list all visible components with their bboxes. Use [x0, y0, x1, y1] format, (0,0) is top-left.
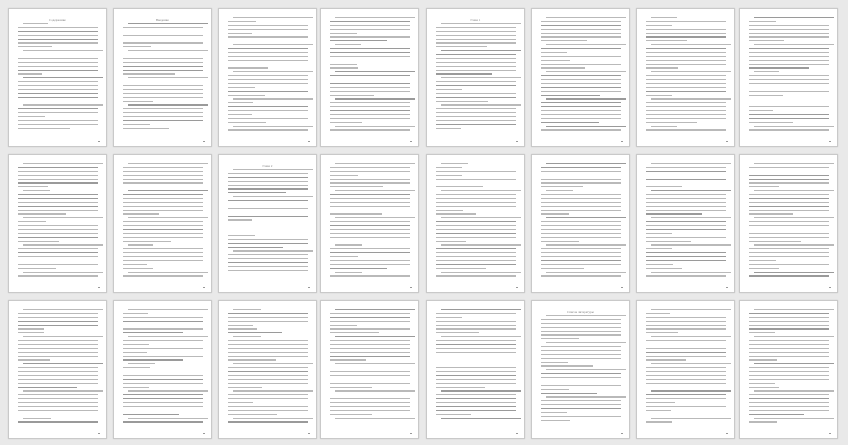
page-text-block	[436, 23, 516, 136]
page-thumbnail[interactable]	[320, 300, 419, 439]
page-heading: Глава 2	[262, 164, 273, 168]
page-number-mark	[98, 433, 100, 435]
page-number-mark	[726, 287, 728, 289]
page-number-mark	[829, 141, 831, 143]
page-number-mark	[308, 433, 310, 435]
page-heading: Введение	[156, 18, 169, 22]
page-number-mark	[829, 287, 831, 289]
page-number-mark	[203, 287, 205, 289]
page-number-mark	[726, 433, 728, 435]
page-text-block	[18, 309, 98, 428]
page-number-mark	[621, 287, 623, 289]
page-thumbnail[interactable]	[113, 154, 212, 293]
page-thumbnail[interactable]	[320, 8, 419, 147]
page-number-mark	[308, 287, 310, 289]
page-text-block	[330, 17, 410, 136]
page-heading: Содержание	[49, 18, 66, 22]
page-number-mark	[98, 141, 100, 143]
page-text-block	[749, 17, 829, 136]
page-number-mark	[516, 287, 518, 289]
page-text-block	[749, 309, 829, 428]
page-number-mark	[98, 287, 100, 289]
page-text-block	[436, 309, 516, 428]
page-number-mark	[203, 433, 205, 435]
page-number-mark	[516, 433, 518, 435]
page-text-block	[646, 309, 726, 428]
page-thumbnail[interactable]	[218, 154, 317, 293]
page-number-mark	[203, 141, 205, 143]
page-number-mark	[410, 141, 412, 143]
page-text-block	[330, 163, 410, 282]
page-number-mark	[516, 141, 518, 143]
page-thumbnail[interactable]	[426, 300, 525, 439]
page-thumbnail[interactable]	[113, 300, 212, 439]
page-thumbnail[interactable]	[739, 8, 838, 147]
page-number-mark	[621, 433, 623, 435]
page-text-block	[330, 309, 410, 428]
page-thumbnail[interactable]	[739, 300, 838, 439]
page-thumbnail[interactable]	[636, 8, 735, 147]
page-number-mark	[410, 287, 412, 289]
page-text-block	[123, 163, 203, 282]
page-text-block	[18, 23, 98, 136]
page-text-block	[123, 23, 203, 136]
page-thumbnail[interactable]	[113, 8, 212, 147]
page-thumbnail[interactable]	[8, 8, 107, 147]
page-text-block	[228, 169, 308, 282]
page-text-block	[749, 163, 829, 282]
page-thumbnail[interactable]	[531, 154, 630, 293]
page-number-mark	[308, 141, 310, 143]
page-thumbnail[interactable]	[8, 154, 107, 293]
page-number-mark	[410, 433, 412, 435]
page-thumbnail[interactable]	[320, 154, 419, 293]
page-number-mark	[621, 141, 623, 143]
page-thumbnail[interactable]	[218, 300, 317, 439]
page-text-block	[228, 17, 308, 136]
page-text-block	[541, 315, 621, 428]
page-thumbnail[interactable]	[531, 300, 630, 439]
page-thumbnail[interactable]	[739, 154, 838, 293]
page-heading: Глава 1	[470, 18, 481, 22]
page-text-block	[541, 163, 621, 282]
page-thumbnail[interactable]	[636, 300, 735, 439]
page-thumbnail[interactable]	[218, 8, 317, 147]
page-thumbnail[interactable]	[636, 154, 735, 293]
page-thumbnail[interactable]	[8, 300, 107, 439]
page-heading: Список литературы	[567, 310, 594, 314]
page-text-block	[18, 163, 98, 282]
page-thumbnail[interactable]	[426, 154, 525, 293]
page-thumbnail[interactable]	[426, 8, 525, 147]
page-text-block	[541, 17, 621, 136]
page-number-mark	[829, 433, 831, 435]
page-thumbnail[interactable]	[531, 8, 630, 147]
page-text-block	[646, 163, 726, 282]
page-text-block	[123, 309, 203, 428]
page-text-block	[646, 17, 726, 136]
page-text-block	[436, 163, 516, 282]
page-number-mark	[726, 141, 728, 143]
page-text-block	[228, 309, 308, 428]
